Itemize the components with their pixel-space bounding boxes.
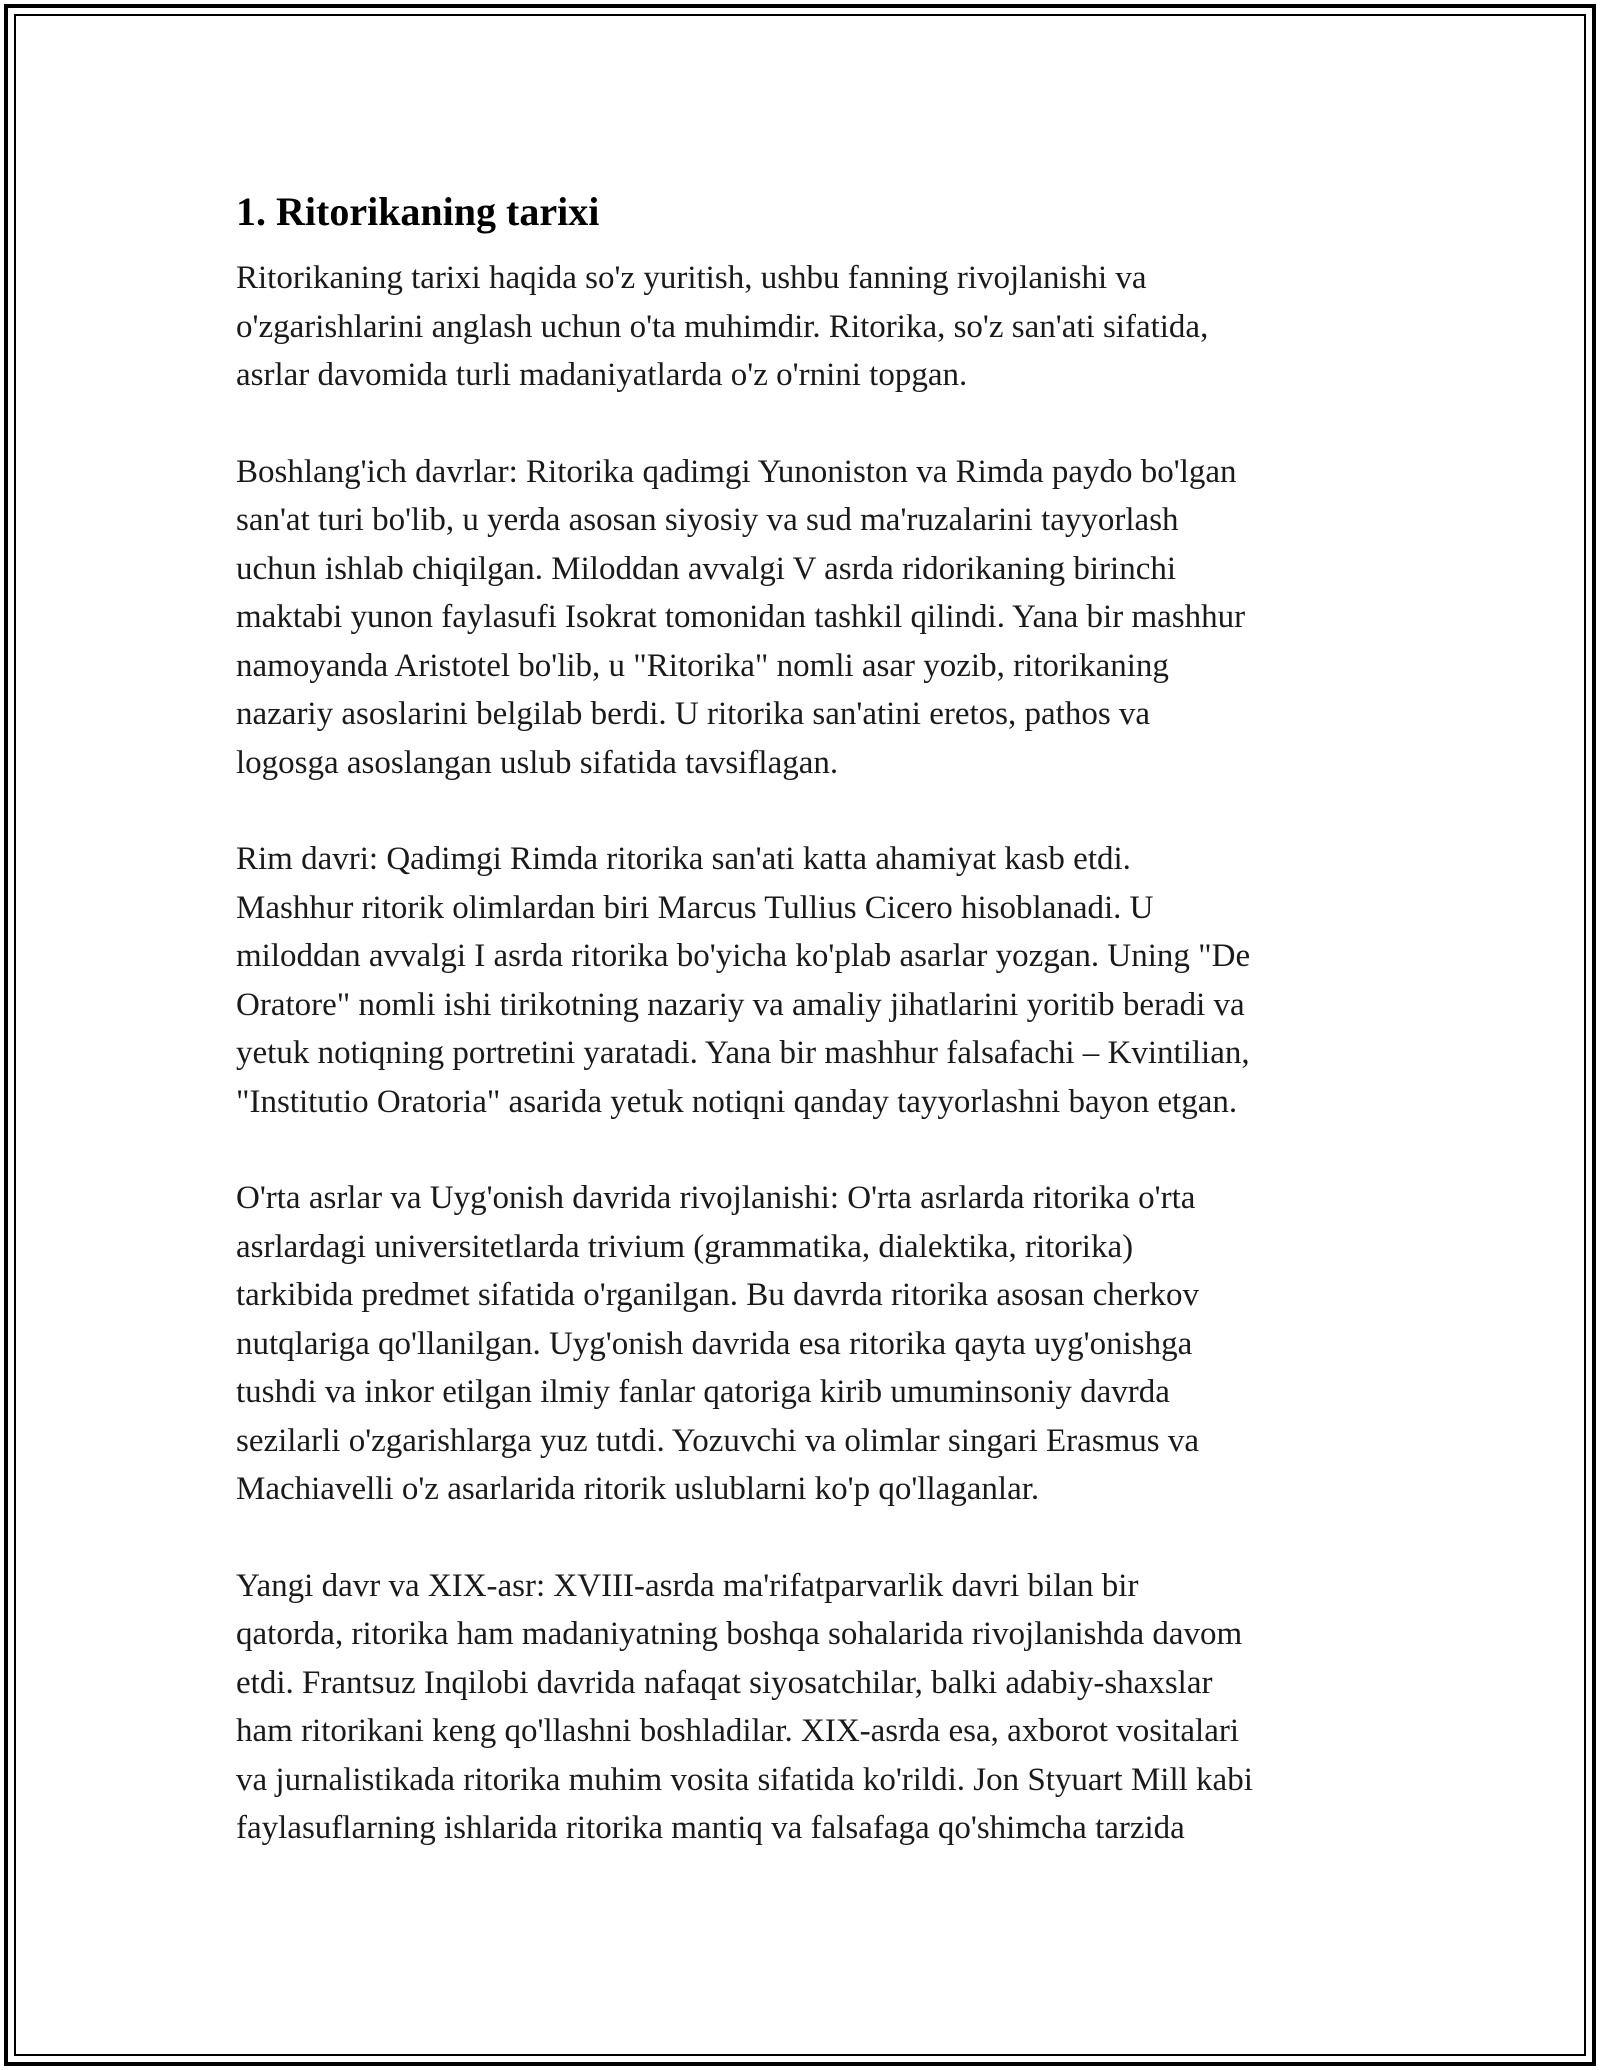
text-line: etdi. Frantsuz Inqilobi davrida nafaqat siyosatchilar, balki adabiy-shaxslar <box>236 1664 1213 1701</box>
text-line: tushdi va inkor etilgan ilmiy fanlar qatoriga kirib umuminsoniy davrda <box>236 1374 1170 1410</box>
text-line: va jurnalistikada ritorika muhim vosita sifatida ko'rildi. Jon Styuart Mill kabi <box>236 1761 1253 1798</box>
section-heading: 1. Ritorikaning tarixi <box>236 189 600 234</box>
text-line: san'at turi bo'lib, u yerda asosan siyosiy va sud ma'ruzalarini tayyorlash <box>236 502 1179 538</box>
text-line: qatorda, ritorika ham madaniyatning boshqa sohalarida rivojlanishda davom <box>236 1616 1243 1652</box>
text-line: O'rta asrlar va Uyg'onish davrida rivojlanishi: O'rta asrlarda ritorika o'rta <box>236 1180 1196 1216</box>
text-line: asrlar davomida turli madaniyatlarda o'z o'rnini topgan. <box>236 357 968 393</box>
text-line: Mashhur ritorik olimlardan biri Marcus Tullius Cicero hisoblanadi. U <box>236 889 1154 926</box>
text-line: logosga asoslangan uslub sifatida tavsiflagan. <box>236 744 839 781</box>
paragraph-modern-era <box>236 1562 1406 1853</box>
text-line: "Institutio Oratoria" asarida yetuk notiqni qanday tayyorlashni bayon etgan. <box>236 1083 1238 1120</box>
paragraph-roman-period <box>236 835 1406 1126</box>
paragraph-intro <box>236 254 1406 400</box>
text-line: Boshlang'ich davrlar: Ritorika qadimgi Yunoniston va Rimda paydo bo'lgan <box>236 453 1237 490</box>
text-line: Ritorikaning tarixi haqida so'z yuritish, ushbu fanning rivojlanishi va <box>236 260 1147 296</box>
text-line: Yangi davr va XIX-asr: XVIII-asrda ma'rifatparvarlik davri bilan bir <box>236 1567 1139 1604</box>
text-line: nutqlariga qo'llanilgan. Uyg'onish davrida esa ritorika qayta uyg'onishga <box>236 1325 1193 1362</box>
paragraph-early-periods <box>236 448 1406 788</box>
text-line: maktabi yunon faylasufi Isokrat tomonidan tashkil qilindi. Yana bir mashhur <box>236 599 1246 635</box>
document-body <box>236 186 1406 1901</box>
text-line: uchun ishlab chiqilgan. Miloddan avvalgi V asrda ridorikaning birinchi <box>236 550 1177 587</box>
text-line: tarkibida predmet sifatida o'rganilgan. Bu davrda ritorika asosan cherkov <box>236 1277 1199 1313</box>
paragraph-middle-ages-renaissance <box>236 1174 1406 1514</box>
text-line: o'zgarishlarini anglash uchun o'ta muhimdir. Ritorika, so'z san'ati sifatida, <box>236 308 1209 345</box>
text-line: Rim davri: Qadimgi Rimda ritorika san'ati katta ahamiyat kasb etdi. <box>236 841 1131 877</box>
text-line: faylasuflarning ishlarida ritorika mantiq va falsafaga qo'shimcha tarzida <box>236 1810 1185 1846</box>
text-line: namoyanda Aristotel bo'lib, u "Ritorika" nomli asar yozib, ritorikaning <box>236 647 1169 684</box>
text-line: nazariy asoslarini belgilab berdi. U ritorika san'atini eretos, pathos va <box>236 696 1151 732</box>
text-line: Oratore" nomli ishi tirikotning nazariy va amaliy jihatlarini yoritib beradi va <box>236 986 1245 1023</box>
text-line: ham ritorikani keng qo'llashni boshladilar. XIX-asrda esa, axborot vositalari <box>236 1713 1240 1749</box>
text-line: Machiavelli o'z asarlarida ritorik uslublarni ko'p qo'llaganlar. <box>236 1471 1040 1507</box>
text-line: miloddan avvalgi I asrda ritorika bo'yicha ko'plab asarlar yozgan. Uning "De <box>236 938 1251 974</box>
text-line: sezilarli o'zgarishlarga yuz tutdi. Yozuvchi va olimlar singari Erasmus va <box>236 1422 1200 1459</box>
text-line: asrlardagi universitetlarda trivium (grammatika, dialektika, ritorika) <box>236 1228 1134 1265</box>
text-line: yetuk notiqning portretini yaratadi. Yana bir mashhur falsafachi – Kvintilian, <box>236 1035 1250 1071</box>
